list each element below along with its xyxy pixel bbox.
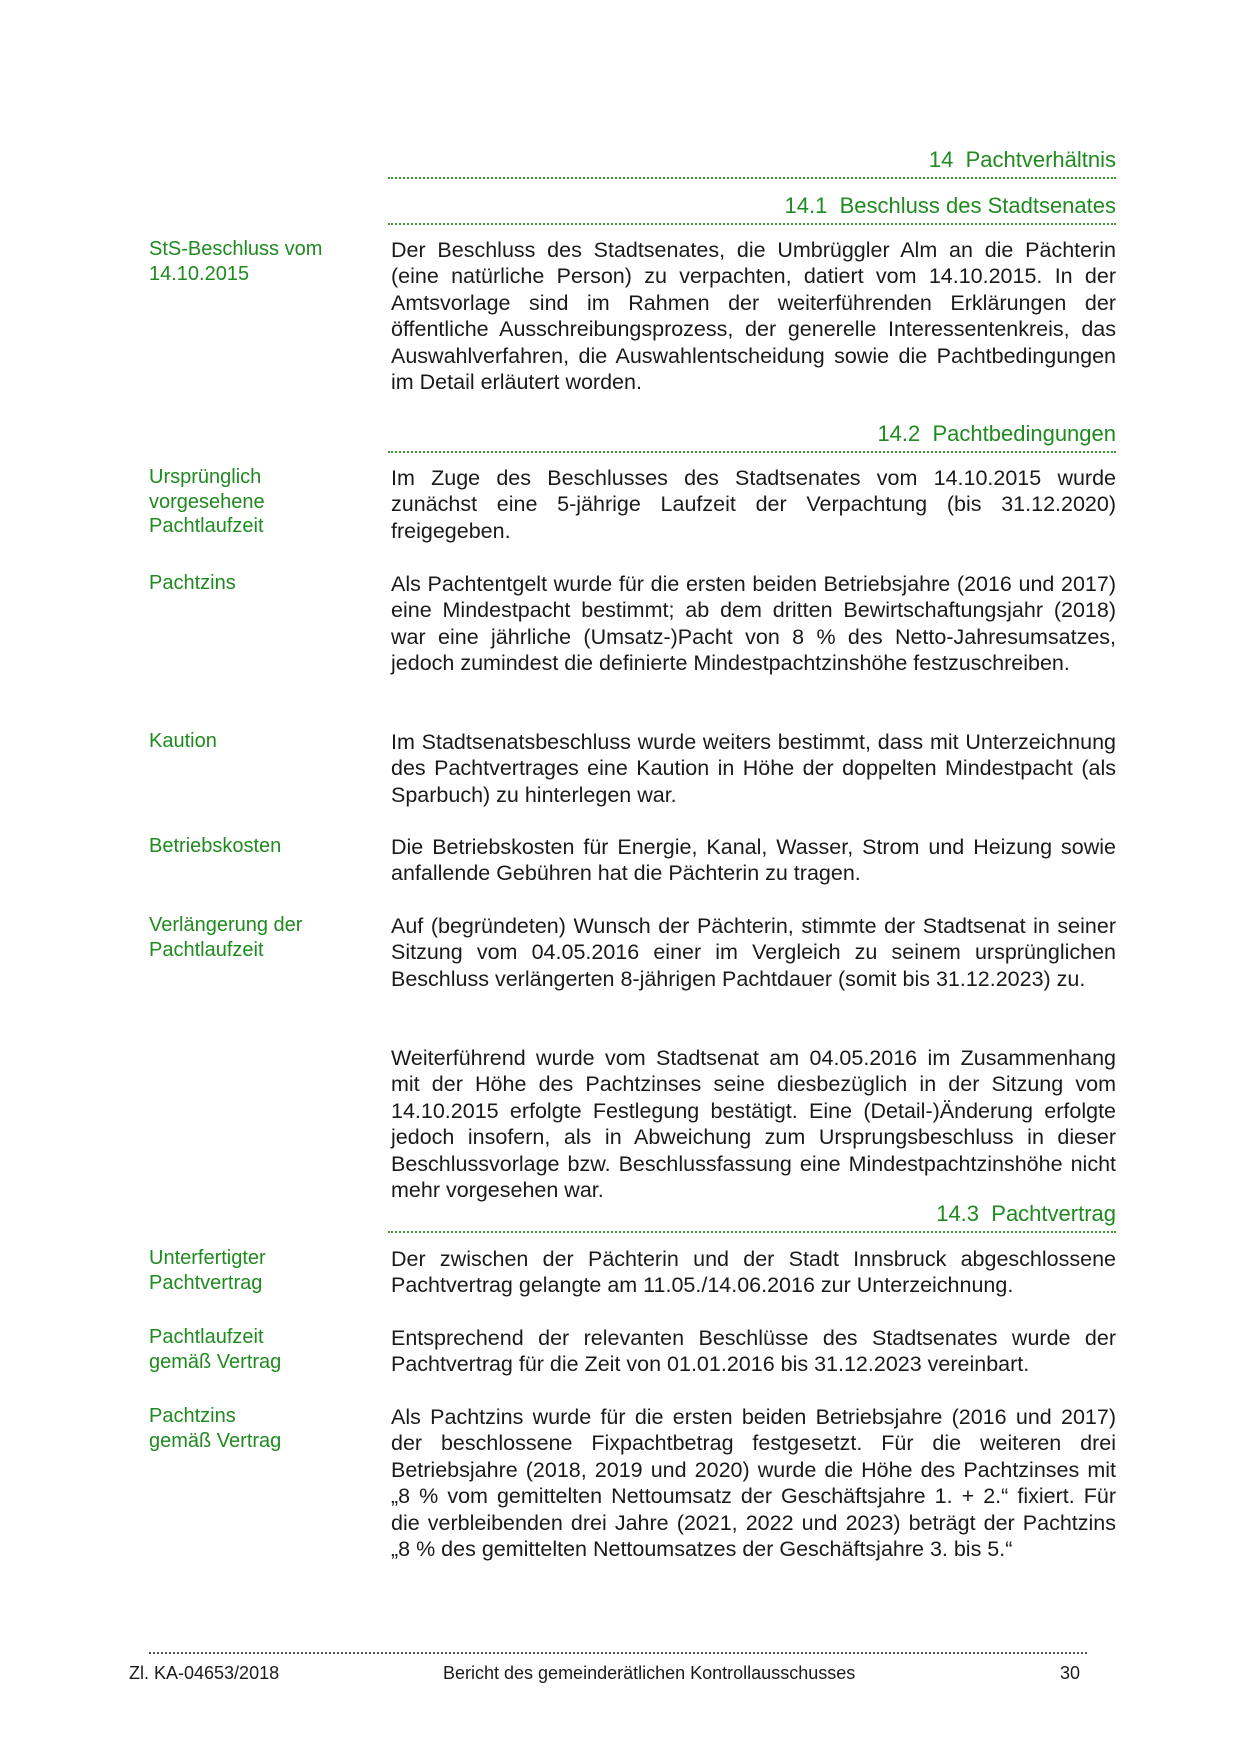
subsection-title: Pachtbedingungen xyxy=(932,421,1116,446)
subsection-rule xyxy=(388,451,1116,453)
subsection-title: Beschluss des Stadtsenates xyxy=(839,193,1116,218)
footer-report-title: Bericht des gemeinderätlichen Kontrollausschusses xyxy=(443,1663,856,1683)
paragraph: Entsprechend der relevanten Beschlüsse des Stadtsenates wurde der Pachtvertrag für die Zeit von 01.01.2016 bis 31.12.2023 vereinbart. xyxy=(391,1326,1116,1377)
margin-note: Unterfertigter Pachtvertrag xyxy=(149,1247,266,1294)
footer-reference: Zl. KA-04653/2018 xyxy=(129,1663,280,1683)
margin-note: StS-Beschluss vom 14.10.2015 xyxy=(149,238,323,285)
footer-rule xyxy=(149,1652,1087,1654)
section-heading xyxy=(388,147,1116,173)
paragraph: Die Betriebskosten für Energie, Kanal, Wasser, Strom und Heizung sowie anfallende Gebühren hat die Pächterin zu tragen. xyxy=(391,835,1116,886)
margin-note: Pachtzins gemäß Vertrag xyxy=(149,1405,282,1452)
paragraph: Weiterführend wurde vom Stadtsenat am 04.05.2016 im Zusammenhang mit der Höhe des Pachtzinses seine diesbezüglich in der Sitzung vom 14.10.2015 erfolgte Festlegung bestätigt. Eine (Detail-)Änderung erfolgte jedoch insofern, als in Abweichung zum Ursprungsbeschluss in dieser Beschlussvorlage bzw. Beschlussfassung eine Mindestpachtzinshöhe nicht mehr vorgesehen war. xyxy=(391,1046,1116,1203)
section-number: 14 xyxy=(928,147,954,172)
paragraph: Im Stadtsenatsbeschluss wurde weiters bestimmt, dass mit Unterzeichnung des Pachtvertrages eine Kaution in Höhe der doppelten Mindestpacht (als Sparbuch) zu hinterlegen war. xyxy=(391,730,1116,807)
paragraph: Auf (begründeten) Wunsch der Pächterin, stimmte der Stadtsenat in seiner Sitzung vom 04.05.2016 einer im Vergleich zu seinem ursprünglichen Beschluss verlängerten 8-jährigen Pachtdauer (somit bis 31.12.2023) zu. xyxy=(391,914,1116,991)
subsection-title: Pachtvertrag xyxy=(991,1201,1116,1226)
section-title: Pachtverhältnis xyxy=(965,147,1116,172)
subsection-heading xyxy=(388,193,1116,219)
subsection-heading xyxy=(388,1201,1116,1227)
margin-note: Kaution xyxy=(149,730,217,752)
margin-note: Betriebskosten xyxy=(149,835,282,857)
paragraph: Der zwischen der Pächterin und der Stadt Innsbruck abgeschlossene Pachtvertrag gelangte am 11.05./14.06.2016 zur Unterzeichnung. xyxy=(391,1247,1116,1298)
paragraph: Im Zuge des Beschlusses des Stadtsenates vom 14.10.2015 wurde zunächst eine 5-jährige Laufzeit der Verpachtung (bis 31.12.2020) freigegeben. xyxy=(391,466,1116,543)
margin-note: Verlängerung der Pachtlaufzeit xyxy=(149,914,303,961)
margin-note: Ursprünglich vorgesehene Pachtlaufzeit xyxy=(149,466,265,537)
margin-note: Pachtzins xyxy=(149,572,236,594)
subsection-rule xyxy=(388,1231,1116,1233)
page-number: 30 xyxy=(1060,1663,1081,1683)
paragraph: Als Pachtentgelt wurde für die ersten beiden Betriebsjahre (2016 und 2017) eine Mindestpacht bestimmt; ab dem dritten Bewirtschaftungsjahr (2018) war eine jährliche (Umsatz-)Pacht von 8 % des Netto-Jahresumsatzes, jedoch zumindest die definierte Mindestpachtzinshöhe festzuschreiben. xyxy=(391,572,1116,676)
subsection-rule xyxy=(388,223,1116,225)
margin-note: Pachtlaufzeit gemäß Vertrag xyxy=(149,1326,282,1373)
section-rule xyxy=(388,177,1116,179)
subsection-number: 14.1 xyxy=(784,193,828,218)
subsection-heading xyxy=(388,421,1116,447)
subsection-number: 14.2 xyxy=(877,421,921,446)
paragraph: Als Pachtzins wurde für die ersten beiden Betriebsjahre (2016 und 2017) der beschlossene Fixpachtbetrag festgesetzt. Für die weiteren drei Betriebsjahre (2018, 2019 und 2020) wurde die Höhe des Pachtzinses mit „8 % vom gemittelten Nettoumsatz der Geschäftsjahre 1. + 2.“ fixiert. Für die verbleibenden drei Jahre (2021, 2022 und 2023) beträgt der Pachtzins „8 % des gemittelten Nettoumsatzes der Geschäftsjahre 3. bis 5.“ xyxy=(391,1405,1116,1562)
subsection-number: 14.3 xyxy=(936,1201,980,1226)
paragraph: Der Beschluss des Stadtsenates, die Umbrüggler Alm an die Pächterin (eine natürliche Person) zu verpachten, datiert vom 14.10.2015. In der Amtsvorlage sind im Rahmen der weiterführenden Erklärungen der öffentliche Ausschreibungsprozess, der generelle Interessentenkreis, das Auswahlverfahren, die Auswahlentscheidung sowie die Pachtbedingungen im Detail erläutert worden. xyxy=(391,238,1116,395)
